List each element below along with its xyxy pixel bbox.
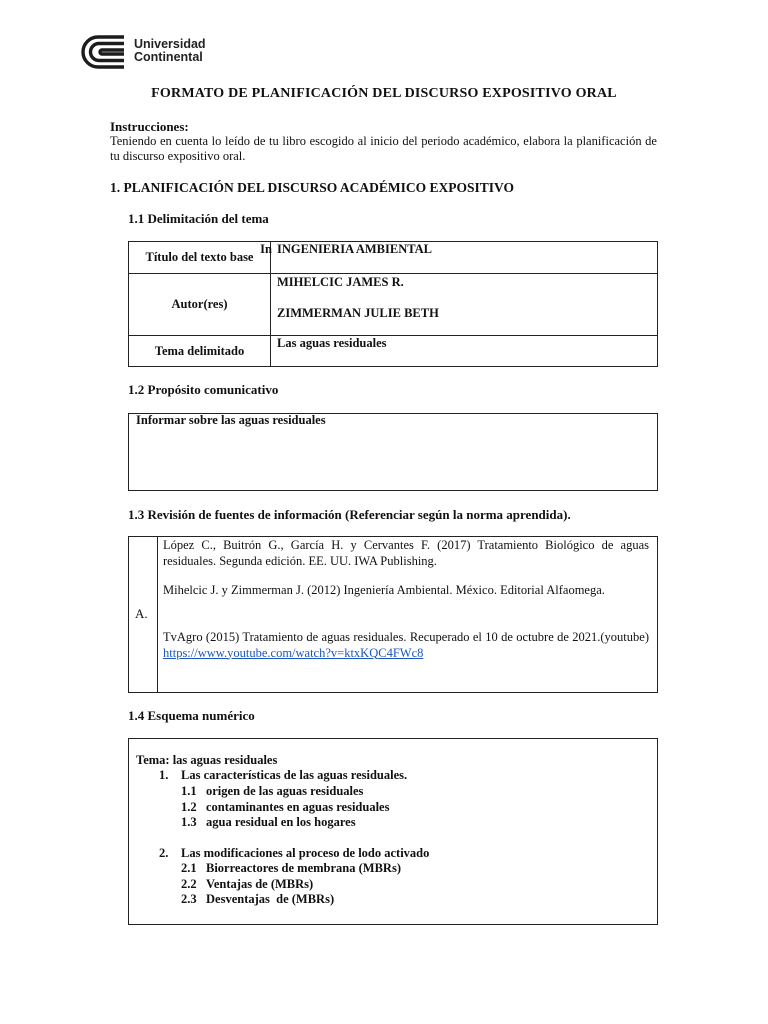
title-label-cell xyxy=(129,242,271,274)
topic-label: Tema delimitado xyxy=(154,343,245,358)
source-entry: López C., Buitrón G., García H. y Cervantes F. (2017) Tratamiento Biológico de aguas residuales. Segunda edición. EE. UU. IWA Publishing. xyxy=(163,538,649,568)
outline-subitem-num: 2.3 xyxy=(181,892,197,906)
author-label-cell xyxy=(129,274,271,336)
outline-subitem-num: 1.2 xyxy=(181,800,197,814)
source-entry xyxy=(163,630,649,661)
outline-topic: Tema: las aguas residuales xyxy=(136,753,278,767)
subsection-heading-1-3: 1.3 Revisión de fuentes de información (Referenciar según la norma aprendida). xyxy=(128,507,571,522)
outline-item: Las características de las aguas residuales. xyxy=(181,768,408,782)
topic-label-cell xyxy=(129,336,271,367)
outline-item-num: 1. xyxy=(159,768,169,782)
subsection-heading-1-4: 1.4 Esquema numérico xyxy=(128,708,255,723)
outline-subitem-num: 1.3 xyxy=(181,815,197,829)
author-1: MIHELCIC JAMES R. xyxy=(277,275,404,289)
author-label: Autor(res) xyxy=(171,297,228,311)
outline-subitem: agua residual en los hogares xyxy=(206,815,356,829)
title-prefix: In xyxy=(260,242,272,256)
source-entry-text: TvAgro (2015) Tratamiento de aguas residuales. Recuperado el 10 de octubre de 2021.(youtube) xyxy=(163,630,649,644)
outline-subitem-num: 1.1 xyxy=(181,784,197,798)
title-label: Título del texto base xyxy=(145,250,254,264)
instructions-text: Teniendo en cuenta lo leído de tu libro escogido al inicio del periodo académico, elabora la planificación de tu discurso expositivo oral. xyxy=(110,134,657,163)
table-row xyxy=(129,336,658,367)
university-name xyxy=(134,38,206,64)
subsection-heading-1-2: 1.2 Propósito comunicativo xyxy=(128,382,279,397)
outline-subitem: Desventajas de (MBRs) xyxy=(206,892,335,906)
source-entry: Mihelcic J. y Zimmerman J. (2012) Ingeniería Ambiental. México. Editorial Alfaomega. xyxy=(163,583,605,597)
table-row xyxy=(129,274,658,336)
author-value-cell xyxy=(271,274,658,336)
table-row xyxy=(129,242,658,274)
outline-subitem: Ventajas de (MBRs) xyxy=(206,877,314,891)
title-value: INGENIERIA AMBIENTAL xyxy=(277,242,433,256)
section-heading: 1. PLANIFICACIÓN DEL DISCURSO ACADÉMICO EXPOSITIVO xyxy=(110,180,515,195)
subsection-heading-1-1: 1.1 Delimitación del tema xyxy=(128,211,269,226)
document-title: FORMATO DE PLANIFICACIÓN DEL DISCURSO EXPOSITIVO ORAL xyxy=(151,86,617,101)
sources-marker: A. xyxy=(135,606,148,621)
sources-divider xyxy=(157,536,158,692)
outline-subitem: Biorreactores de membrana (MBRs) xyxy=(206,861,401,875)
outline-subitem: origen de las aguas residuales xyxy=(206,784,364,798)
logo-line2: Continental xyxy=(134,50,203,64)
topic-value: Las aguas residuales xyxy=(277,336,387,350)
topic-table xyxy=(128,241,658,367)
outline-subitem-num: 2.2 xyxy=(181,877,197,891)
title-value-cell xyxy=(271,242,658,274)
instructions-label: Instrucciones: xyxy=(110,119,189,134)
purpose-text: Informar sobre las aguas residuales xyxy=(136,413,326,427)
outline-subitem-num: 2.1 xyxy=(181,861,197,875)
outline-item-num: 2. xyxy=(159,846,169,860)
youtube-link[interactable]: https://www.youtube.com/watch?v=ktxKQC4FWc8 xyxy=(163,645,424,660)
topic-value-cell xyxy=(271,336,658,367)
logo-line1: Universidad xyxy=(134,37,206,51)
outline-item: Las modificaciones al proceso de lodo activado xyxy=(181,846,430,860)
author-2: ZIMMERMAN JULIE BETH xyxy=(277,306,439,320)
outline-subitem: contaminantes en aguas residuales xyxy=(206,800,390,814)
